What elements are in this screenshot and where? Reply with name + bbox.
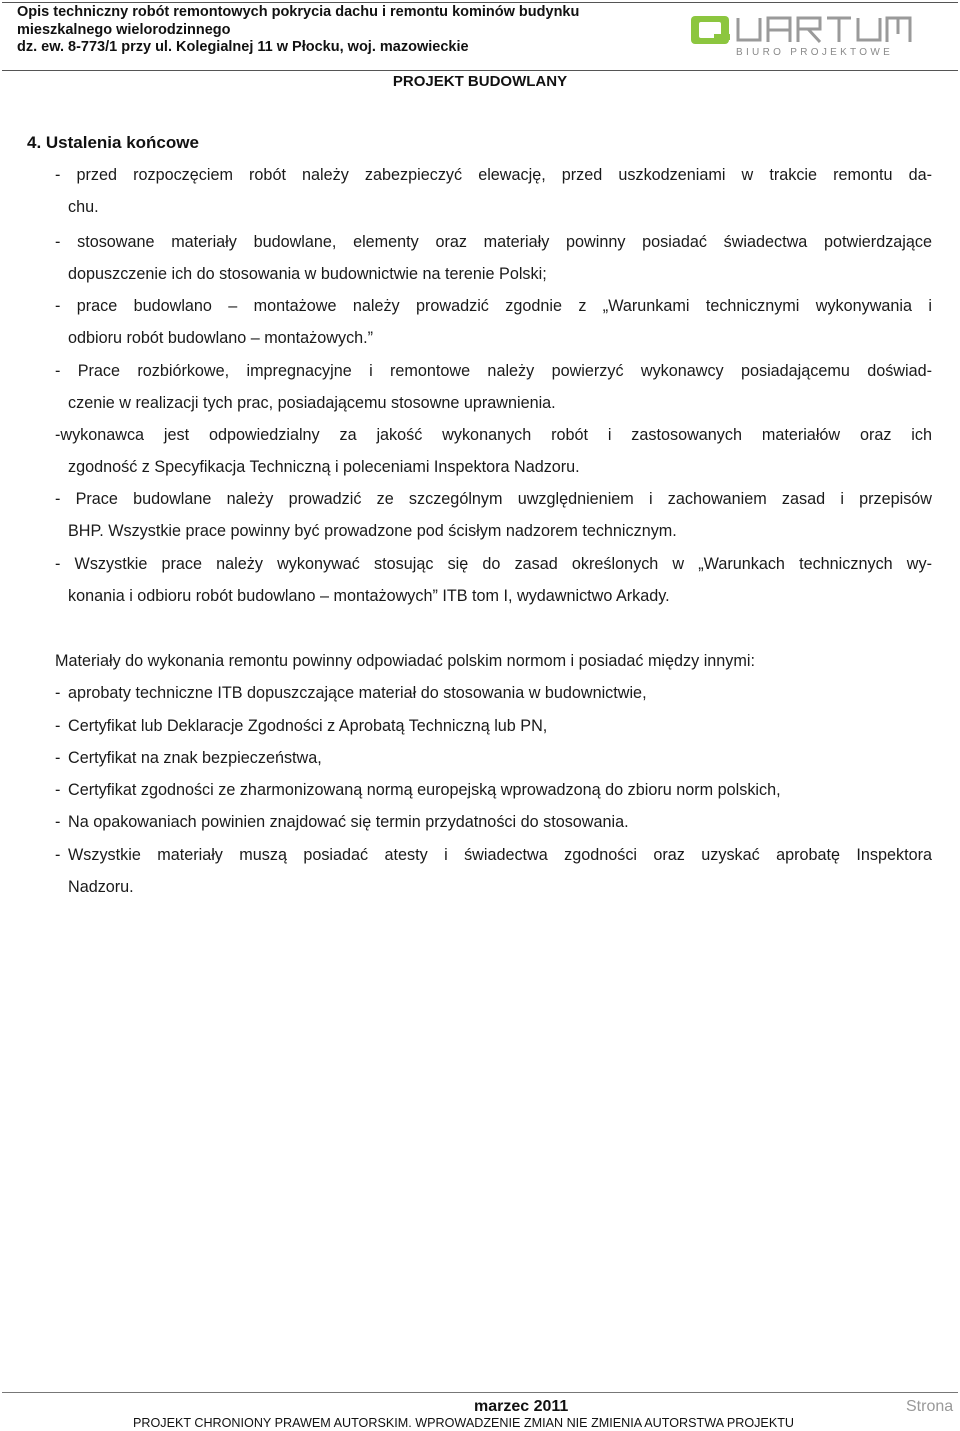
- materials-list-item-text: Certyfikat lub Deklaracje Zgodności z Aprobatą Techniczną lub PN,: [68, 716, 548, 735]
- footer-copyright: PROJEKT CHRONIONY PRAWEM AUTORSKIM. WPROWADZENIE ZMIAN NIE ZMIENIA AUTORSTWA PROJEKTU: [133, 1416, 795, 1430]
- final-provisions-item: [55, 159, 932, 224]
- materials-list-item-text: Certyfikat na znak bezpieczeństwa,: [68, 748, 322, 767]
- paragraph-line: czenie w realizacji tych prac, posiadającemu stosowne uprawnienia.: [68, 394, 556, 413]
- final-provisions-item: [55, 483, 932, 548]
- header-bottom-rule: [2, 70, 958, 71]
- document-title-line: mieszkalnego wielorodzinnego: [17, 21, 231, 38]
- final-provisions-item: [55, 419, 932, 484]
- materials-list-item: [55, 839, 932, 871]
- paragraph-line: dopuszczenie ich do stosowania w budownictwie na terenie Polski;: [68, 265, 547, 284]
- materials-list-item: [55, 710, 932, 742]
- footer-rule: [2, 1392, 958, 1393]
- document-title-line: Opis techniczny robót remontowych pokrycia dachu i remontu kominów budynku: [17, 4, 580, 20]
- materials-list-item: [55, 806, 932, 838]
- header-top-rule: [2, 2, 958, 3]
- materials-list-item: [55, 774, 932, 806]
- final-provisions-item: [55, 548, 932, 613]
- section-heading: 4. Ustalenia końcowe: [27, 133, 199, 152]
- list-dash: -: [55, 684, 61, 703]
- list-dash: -: [55, 716, 61, 735]
- paragraph-line: konania i odbioru robót budowlano – montażowych” ITB tom I, wydawnictwo Arkady.: [68, 587, 670, 606]
- paragraph-line: - przed rozpoczęciem robót należy zabezpieczyć elewację, przed uszkodzeniami w trakcie remontu da-: [55, 166, 932, 184]
- list-dash: -: [55, 748, 61, 767]
- materials-list-item-text: Na opakowaniach powinien znajdować się termin przydatności do stosowania.: [68, 813, 629, 832]
- materials-list-item-text: Wszystkie materiały muszą posiadać atesty i świadectwa zgodności oraz uzyskać aprobatę Inspektora: [68, 845, 932, 864]
- materials-list-item-text: aprobaty techniczne ITB dopuszczające materiał do stosowania w budownictwie,: [68, 684, 647, 703]
- project-type-label: PROJEKT BUDOWLANY: [392, 73, 568, 90]
- paragraph-line: - prace budowlano – montażowe należy prowadzić zgodnie z „Warunkami technicznymi wykonywania i: [55, 297, 932, 315]
- document-title-line: dz. ew. 8-773/1 przy ul. Kolegialnej 11 w Płocku, woj. mazowieckie: [17, 39, 469, 55]
- materials-list-item-continuation: [55, 871, 932, 903]
- paragraph-line: zgodność z Specyfikacja Techniczną i poleceniami Inspektora Nadzoru.: [68, 458, 580, 477]
- list-dash: -: [55, 781, 61, 800]
- list-dash: -: [55, 813, 61, 832]
- materials-section: [55, 645, 932, 903]
- final-provisions-item: [55, 355, 932, 420]
- paragraph-line: -wykonawca jest odpowiedzialny za jakość wykonanych robót i zastosowanych materiałów oraz ich: [55, 426, 932, 444]
- company-logo-subtitle: BIURO PROJEKTOWE: [736, 47, 894, 58]
- footer-page-label: Strona: [906, 1398, 954, 1415]
- materials-list-item-text: Certyfikat zgodności ze zharmonizowaną normą europejską wprowadzoną do zbioru norm polskich,: [68, 781, 781, 800]
- paragraph-line: BHP. Wszystkie prace powinny być prowadzone pod ścisłym nadzorem technicznym.: [68, 522, 677, 541]
- materials-list-item: [55, 742, 932, 774]
- paragraph-line: - Prace rozbiórkowe, impregnacyjne i remontowe należy powierzyć wykonawcy posiadającemu doświad-: [55, 362, 932, 380]
- paragraph-line: - Prace budowlane należy prowadzić ze szczególnym uwzględnieniem i zachowaniem zasad i przepisów: [55, 490, 932, 508]
- final-provisions-item: [55, 290, 932, 355]
- footer-date: marzec 2011: [474, 1398, 569, 1415]
- paragraph-line: chu.: [68, 198, 99, 217]
- page-header: [0, 0, 960, 96]
- final-provisions-item: [55, 226, 932, 291]
- document-title: [17, 4, 579, 57]
- materials-intro: Materiały do wykonania remontu powinny odpowiadać polskim normom i posiadać między innymi:: [55, 652, 755, 670]
- materials-list-item-text: Nadzoru.: [68, 878, 134, 897]
- company-logo: [690, 14, 912, 60]
- paragraph-line: odbioru robót budowlano – montażowych.”: [68, 329, 374, 348]
- materials-list-item: [55, 677, 932, 709]
- list-dash: -: [55, 845, 61, 864]
- paragraph-line: - Wszystkie prace należy wykonywać stosując się do zasad określonych w „Warunkach technicznych wy-: [55, 555, 932, 573]
- paragraph-line: - stosowane materiały budowlane, elementy oraz materiały powinny posiadać świadectwa potwierdzające: [55, 233, 932, 251]
- company-logo-mark: [690, 14, 912, 46]
